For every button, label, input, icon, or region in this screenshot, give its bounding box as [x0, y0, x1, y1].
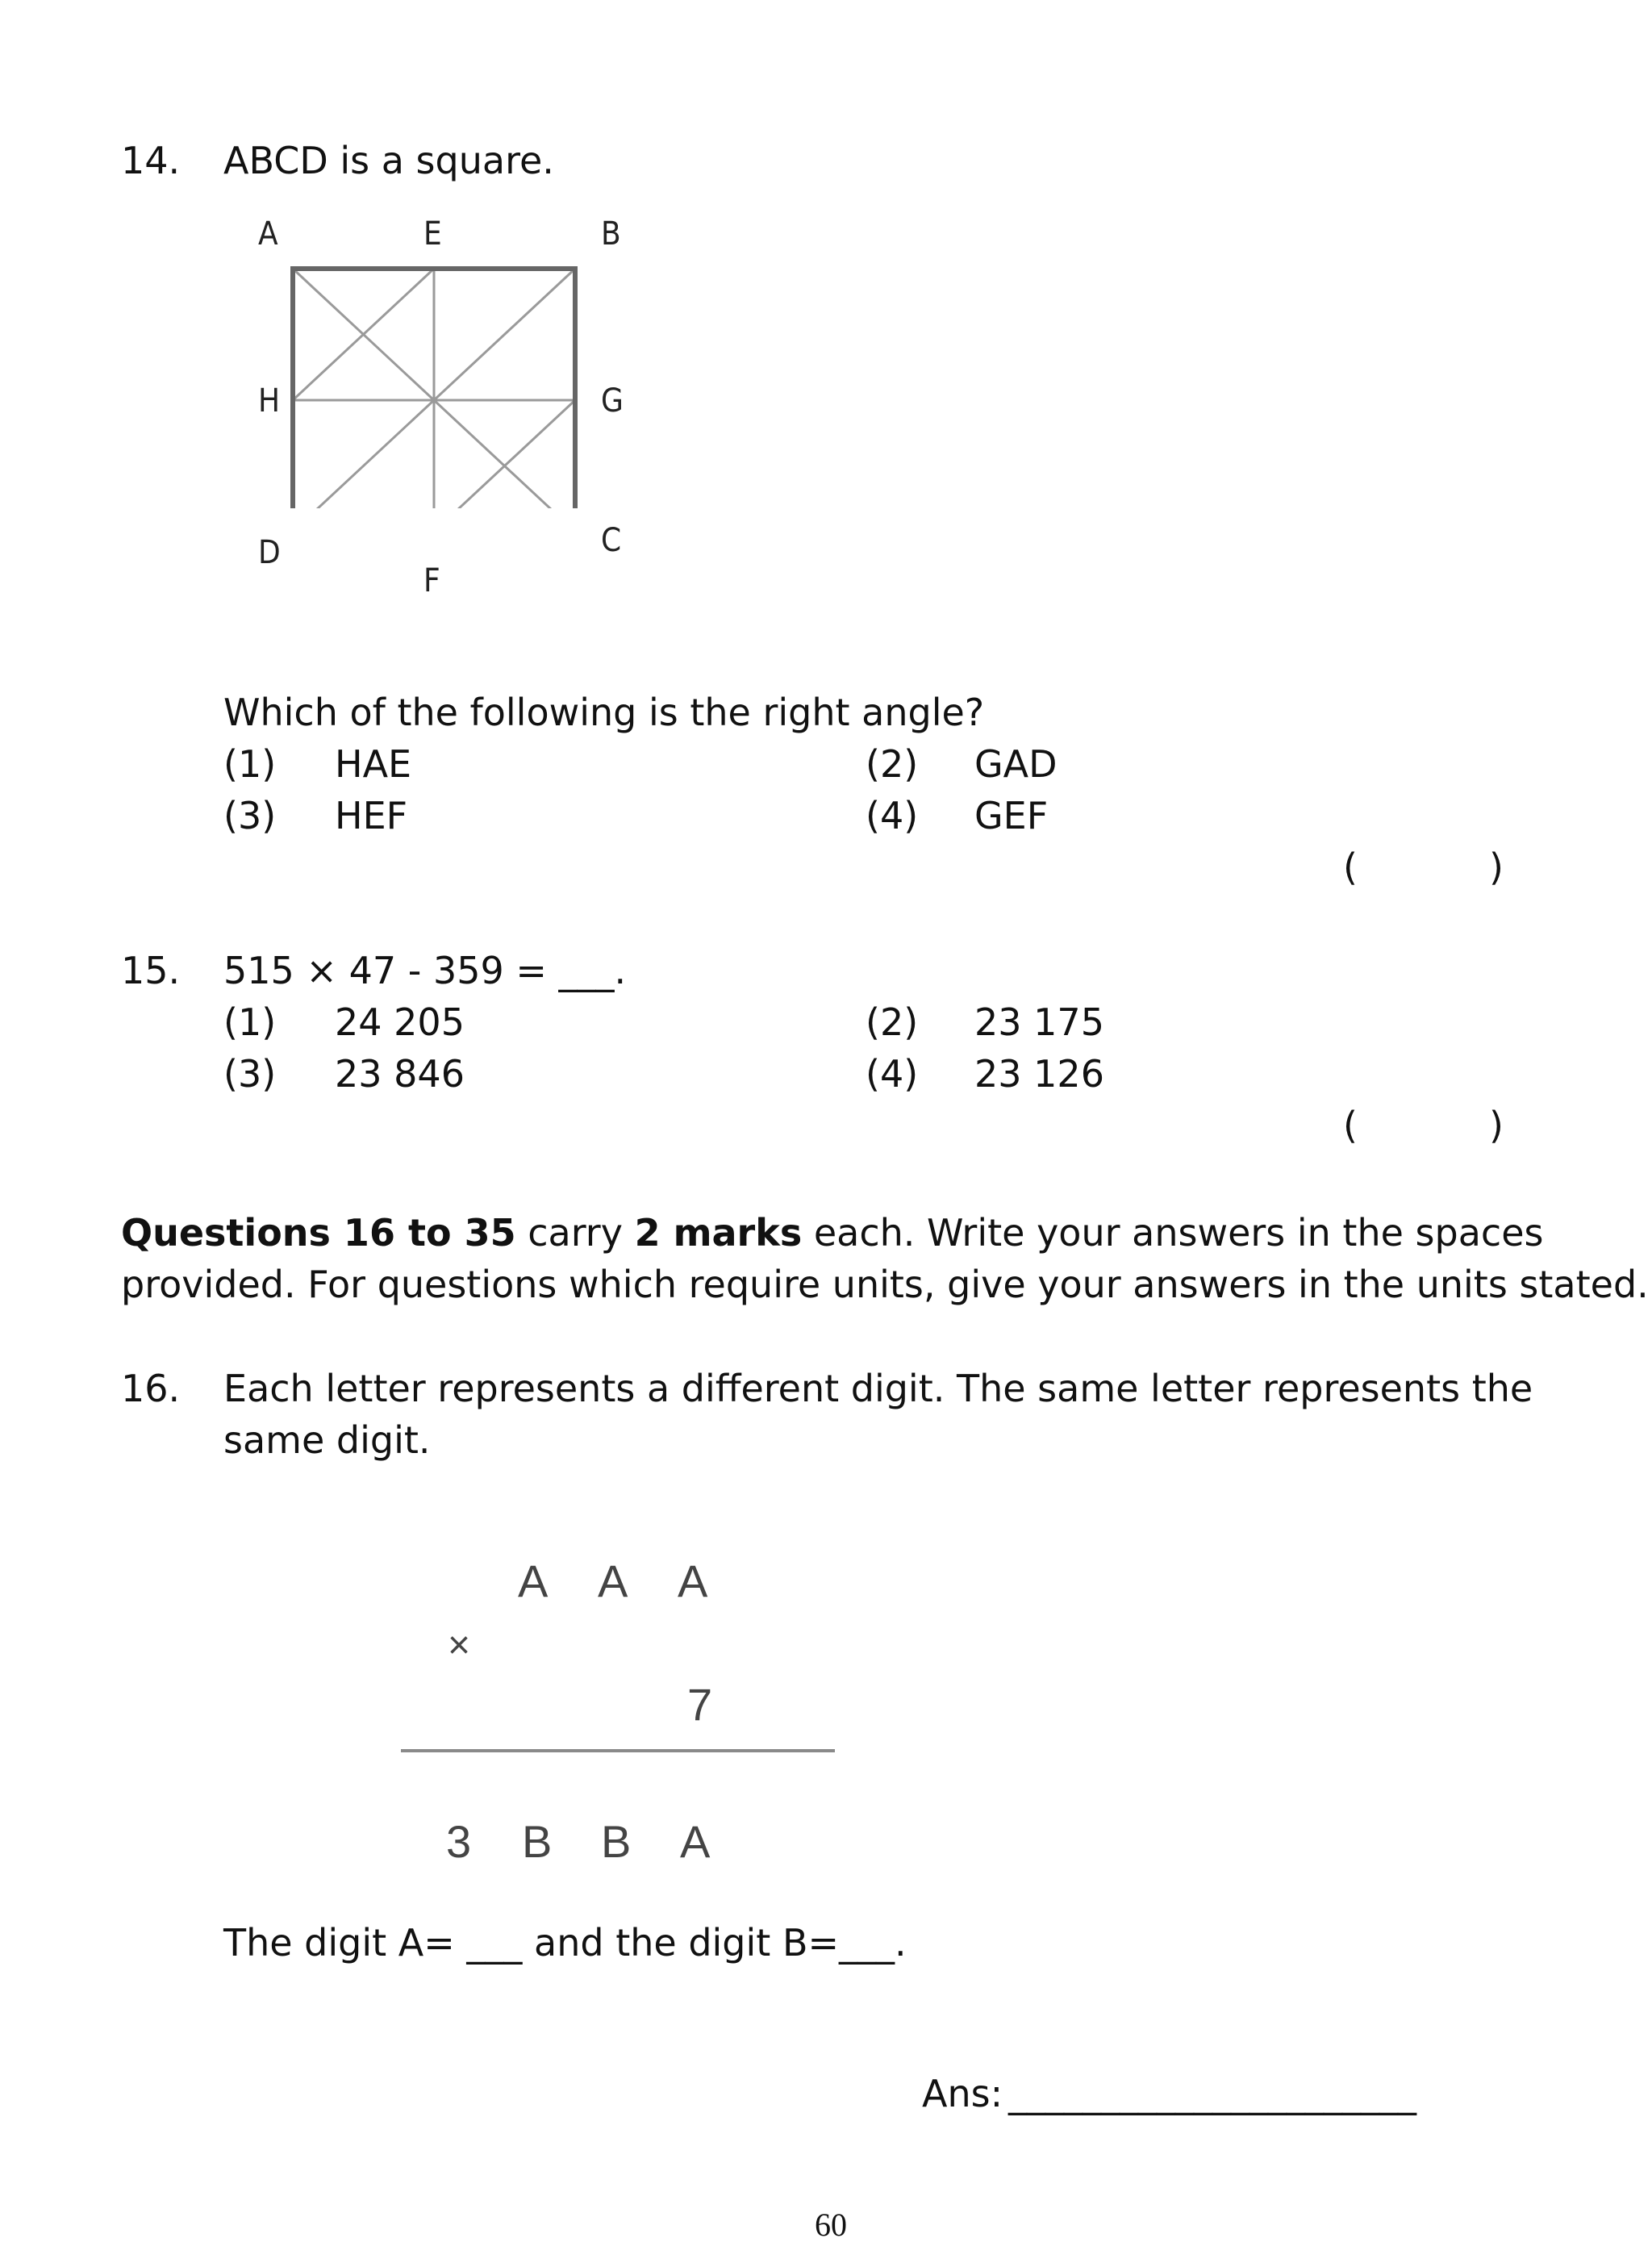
- q15-stem: 515 × 47 - 359 = ___.: [223, 949, 627, 992]
- section-instructions-line1: [121, 1211, 1544, 1255]
- instr-text-carry: carry: [515, 1211, 635, 1255]
- section-instructions-line2: provided. For questions which require units, give your answers in the units stated.: [121, 1263, 1649, 1306]
- q15-option-4-text: 23 126: [974, 1052, 1104, 1096]
- calc-result-digit-1: 3: [446, 1816, 472, 1867]
- q16-stem-line2: same digit.: [223, 1418, 431, 1462]
- q15-option-4-num: (4): [866, 1052, 919, 1096]
- q15-option-2-num: (2): [866, 1000, 919, 1044]
- q14-question: Which of the following is the right angle?: [223, 691, 985, 734]
- q14-option-2-text: GAD: [974, 742, 1058, 786]
- label-F: F: [423, 562, 440, 599]
- q16-number: 16.: [121, 1367, 181, 1410]
- q15-option-2-text: 23 175: [974, 1000, 1104, 1044]
- label-B: B: [601, 215, 621, 253]
- q16-ans-label: Ans:: [922, 2072, 1003, 2115]
- calc-top-digit-2: A: [598, 1555, 628, 1606]
- q14-answer-bracket-open: (: [1343, 846, 1358, 889]
- q15-answer-bracket-close: ): [1489, 1104, 1504, 1147]
- instr-text-each: each. Write your answers in the spaces: [802, 1211, 1544, 1255]
- label-E: E: [423, 215, 442, 253]
- square-diagram: [266, 250, 637, 508]
- q14-option-3-text: HEF: [335, 794, 408, 837]
- label-G: G: [601, 382, 624, 420]
- q14-option-4-num: (4): [866, 794, 919, 837]
- q15-option-3-num: (3): [223, 1052, 277, 1096]
- calc-result-digit-4: A: [680, 1816, 711, 1867]
- calc-multiplier: 7: [687, 1679, 713, 1730]
- label-C: C: [601, 522, 622, 559]
- calc-top-digit-3: A: [678, 1555, 708, 1606]
- q14-stem: ABCD is a square.: [223, 139, 554, 182]
- q14-answer-bracket-close: ): [1489, 846, 1504, 889]
- q16-prompt: The digit A= ___ and the digit B=___.: [223, 1921, 907, 1965]
- label-D: D: [258, 534, 281, 571]
- q15-option-3-text: 23 846: [335, 1052, 465, 1096]
- q16-stem-line1: Each letter represents a different digit. The same letter represents the: [223, 1367, 1533, 1410]
- instr-bold-questions: Questions 16 to 35: [121, 1211, 516, 1255]
- calc-result-digit-2: B: [522, 1816, 553, 1867]
- q14-option-4-text: GEF: [974, 794, 1049, 837]
- calc-result-digit-3: B: [601, 1816, 632, 1867]
- q15-answer-bracket-open: (: [1343, 1104, 1358, 1147]
- calc-top-digit-1: A: [518, 1555, 549, 1606]
- q14-option-2-num: (2): [866, 742, 919, 786]
- page-number: 60: [815, 2207, 847, 2243]
- calc-times-operator: ×: [448, 1624, 471, 1667]
- label-H: H: [258, 382, 281, 420]
- q15-number: 15.: [121, 949, 181, 992]
- label-A: A: [258, 215, 278, 253]
- q14-option-3-num: (3): [223, 794, 277, 837]
- q15-option-1-num: (1): [223, 1000, 277, 1044]
- instr-bold-marks: 2 marks: [634, 1211, 803, 1255]
- q15-option-1-text: 24 205: [335, 1000, 465, 1044]
- q14-option-1-text: HAE: [335, 742, 412, 786]
- q16-ans-line[interactable]: ______________________: [1008, 2072, 1416, 2115]
- q14-number: 14.: [121, 139, 181, 182]
- q14-option-1-num: (1): [223, 742, 277, 786]
- calc-result-line: [401, 1749, 835, 1752]
